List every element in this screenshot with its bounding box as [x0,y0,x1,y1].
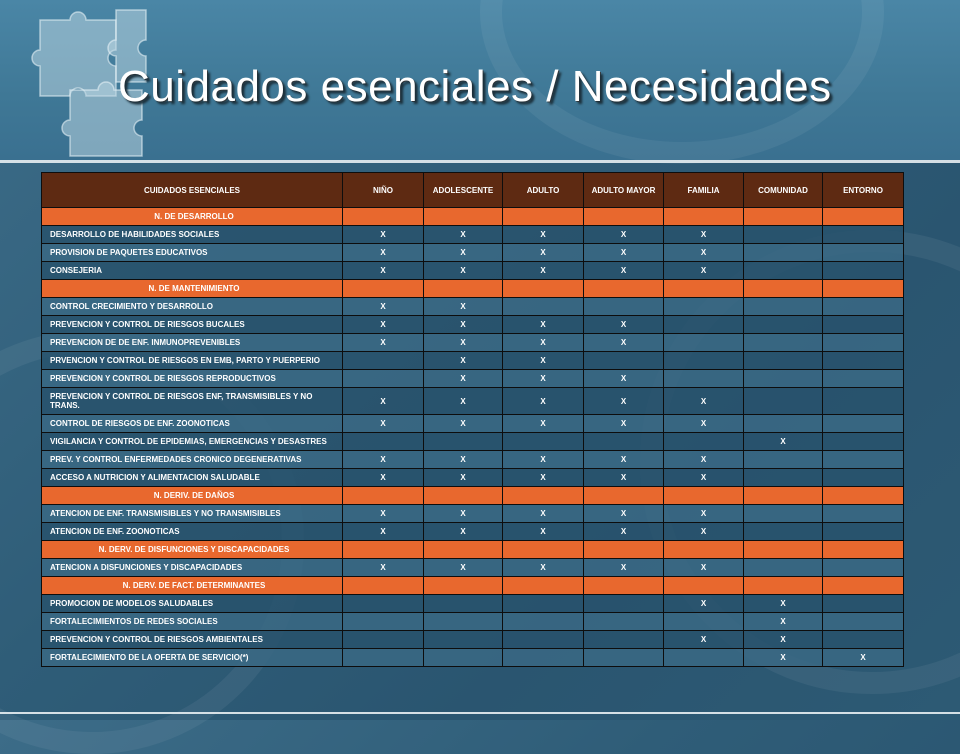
column-header: FAMILIA [664,173,744,208]
mark-cell [744,298,823,316]
mark-cell: X [424,334,503,352]
care-label: PREVENCION Y CONTROL DE RIESGOS REPRODUCTIVOS [42,370,343,388]
section-label: N. DE DESARROLLO [42,208,343,226]
care-label: PROMOCION DE MODELOS SALUDABLES [42,595,343,613]
mark-cell [584,595,664,613]
mark-cell [424,595,503,613]
column-header: COMUNIDAD [744,173,823,208]
section-cell [744,577,823,595]
table-row [42,262,904,280]
table-row [42,226,904,244]
table-row [42,469,904,487]
care-label: PROVISION DE PAQUETES EDUCATIVOS [42,244,343,262]
section-cell [424,541,503,559]
table-row [42,316,904,334]
column-header: ADOLESCENTE [424,173,503,208]
section-cell [503,541,584,559]
section-cell [343,541,424,559]
table-row [42,334,904,352]
mark-cell [664,316,744,334]
section-cell [744,487,823,505]
table-row [42,388,904,415]
section-cell [343,487,424,505]
mark-cell: X [664,244,744,262]
section-cell [823,280,904,298]
mark-cell [343,631,424,649]
column-header: ENTORNO [823,173,904,208]
table-row [42,631,904,649]
mark-cell: X [744,613,823,631]
section-cell [343,577,424,595]
mark-cell: X [584,370,664,388]
mark-cell [823,262,904,280]
mark-cell: X [503,334,584,352]
care-label: PREVENCION Y CONTROL DE RIESGOS ENF, TRANSMISIBLES Y NO TRANS. [42,388,343,415]
mark-cell: X [664,469,744,487]
table-row [42,505,904,523]
mark-cell: X [503,469,584,487]
mark-cell: X [664,226,744,244]
care-label: PREVENCION Y CONTROL DE RIESGOS AMBIENTALES [42,631,343,649]
mark-cell: X [664,451,744,469]
mark-cell [823,613,904,631]
mark-cell [343,613,424,631]
mark-cell: X [424,370,503,388]
mark-cell: X [343,523,424,541]
mark-cell: X [424,388,503,415]
section-cell [503,577,584,595]
mark-cell [664,298,744,316]
mark-cell: X [343,226,424,244]
care-label: CONSEJERIA [42,262,343,280]
table-row [42,352,904,370]
care-label: ATENCION DE ENF. TRANSMISIBLES Y NO TRANSMISIBLES [42,505,343,523]
section-label: N. DE MANTENIMIENTO [42,280,343,298]
mark-cell [744,451,823,469]
mark-cell [584,631,664,649]
mark-cell: X [584,388,664,415]
mark-cell [503,649,584,667]
mark-cell [744,316,823,334]
mark-cell: X [744,649,823,667]
section-cell [584,487,664,505]
mark-cell: X [584,523,664,541]
mark-cell [744,559,823,577]
mark-cell: X [343,451,424,469]
mark-cell [823,244,904,262]
care-label: ATENCION A DISFUNCIONES Y DISCAPACIDADES [42,559,343,577]
mark-cell: X [503,559,584,577]
mark-cell [744,523,823,541]
mark-cell: X [343,244,424,262]
mark-cell [584,352,664,370]
mark-cell: X [664,523,744,541]
mark-cell: X [424,505,503,523]
header-divider [0,160,960,163]
mark-cell: X [424,316,503,334]
section-row [42,280,904,298]
column-header: ADULTO [503,173,584,208]
mark-cell: X [343,298,424,316]
mark-cell: X [424,451,503,469]
section-label: N. DERIV. DE DAÑOS [42,487,343,505]
mark-cell: X [503,388,584,415]
mark-cell [664,334,744,352]
section-cell [424,208,503,226]
mark-cell: X [343,334,424,352]
mark-cell [503,631,584,649]
mark-cell [823,505,904,523]
section-cell [823,487,904,505]
mark-cell [664,370,744,388]
mark-cell: X [424,523,503,541]
table-header-row [42,173,904,208]
care-label: FORTALECIMIENTO DE LA OFERTA DE SERVICIO(*) [42,649,343,667]
page-title: Cuidados esenciales / Necesidades [118,62,832,111]
mark-cell: X [664,388,744,415]
mark-cell [343,595,424,613]
mark-cell [744,334,823,352]
section-cell [823,541,904,559]
care-label: CONTROL CRECIMIENTO Y DESARROLLO [42,298,343,316]
mark-cell: X [823,649,904,667]
mark-cell [343,649,424,667]
mark-cell [664,613,744,631]
section-cell [744,208,823,226]
section-row [42,541,904,559]
mark-cell: X [424,244,503,262]
mark-cell [823,595,904,613]
table-row [42,559,904,577]
mark-cell [584,613,664,631]
mark-cell: X [343,316,424,334]
mark-cell: X [503,415,584,433]
mark-cell: X [664,505,744,523]
mark-cell [823,631,904,649]
section-cell [503,280,584,298]
section-cell [744,541,823,559]
mark-cell: X [584,451,664,469]
care-label: DESARROLLO DE HABILIDADES SOCIALES [42,226,343,244]
section-cell [584,541,664,559]
section-cell [664,280,744,298]
care-label: PREVENCION DE DE ENF. INMUNOPREVENIBLES [42,334,343,352]
mark-cell: X [664,631,744,649]
mark-cell: X [503,316,584,334]
mark-cell: X [343,388,424,415]
mark-cell: X [584,415,664,433]
mark-cell: X [503,352,584,370]
column-header: ADULTO MAYOR [584,173,664,208]
section-cell [343,280,424,298]
mark-cell [343,370,424,388]
mark-cell [664,352,744,370]
section-cell [424,487,503,505]
care-label: CONTROL DE RIESGOS DE ENF. ZOONOTICAS [42,415,343,433]
mark-cell [823,415,904,433]
mark-cell: X [584,334,664,352]
mark-cell [823,352,904,370]
mark-cell: X [664,559,744,577]
mark-cell [424,613,503,631]
table-row [42,649,904,667]
mark-cell: X [424,352,503,370]
section-cell [664,577,744,595]
table-row [42,613,904,631]
table-row [42,244,904,262]
section-cell [584,208,664,226]
section-cell [823,577,904,595]
mark-cell [744,262,823,280]
mark-cell [343,352,424,370]
mark-cell [744,469,823,487]
mark-cell: X [343,262,424,280]
mark-cell: X [503,523,584,541]
mark-cell: X [424,415,503,433]
mark-cell [424,649,503,667]
care-label: PREVENCION Y CONTROL DE RIESGOS BUCALES [42,316,343,334]
care-matrix-table [41,172,904,667]
mark-cell [424,631,503,649]
section-cell [343,208,424,226]
section-cell [503,208,584,226]
mark-cell [584,649,664,667]
section-row [42,208,904,226]
section-label: N. DERV. DE FACT. DETERMINANTES [42,577,343,595]
mark-cell: X [343,415,424,433]
mark-cell [424,433,503,451]
section-row [42,577,904,595]
mark-cell: X [503,226,584,244]
mark-cell [823,334,904,352]
mark-cell: X [744,631,823,649]
mark-cell [823,298,904,316]
mark-cell: X [503,370,584,388]
mark-cell: X [424,262,503,280]
section-cell [584,280,664,298]
mark-cell [823,469,904,487]
mark-cell: X [343,559,424,577]
mark-cell: X [503,505,584,523]
mark-cell [823,370,904,388]
mark-cell: X [424,469,503,487]
table-row [42,451,904,469]
mark-cell [503,298,584,316]
mark-cell: X [664,595,744,613]
mark-cell: X [424,559,503,577]
mark-cell: X [584,244,664,262]
care-label: ATENCION DE ENF. ZOONOTICAS [42,523,343,541]
mark-cell [744,388,823,415]
mark-cell: X [584,262,664,280]
mark-cell [744,226,823,244]
mark-cell [823,523,904,541]
care-label: ACCESO A NUTRICION Y ALIMENTACION SALUDABLE [42,469,343,487]
column-header: CUIDADOS ESENCIALES [42,173,343,208]
care-label: PREV. Y CONTROL ENFERMEDADES CRONICO DEGENERATIVAS [42,451,343,469]
care-label: VIGILANCIA Y CONTROL DE EPIDEMIAS, EMERGENCIAS Y DESASTRES [42,433,343,451]
mark-cell: X [744,433,823,451]
mark-cell [503,595,584,613]
mark-cell [823,316,904,334]
section-cell [664,208,744,226]
mark-cell: X [584,469,664,487]
mark-cell: X [664,415,744,433]
table-row [42,415,904,433]
mark-cell: X [503,244,584,262]
mark-cell [744,352,823,370]
mark-cell: X [503,451,584,469]
mark-cell: X [584,226,664,244]
table-row [42,523,904,541]
mark-cell: X [744,595,823,613]
section-label: N. DERV. DE DISFUNCIONES Y DISCAPACIDADES [42,541,343,559]
section-cell [424,577,503,595]
mark-cell [503,613,584,631]
section-cell [823,208,904,226]
care-label: FORTALECIMIENTOS DE REDES SOCIALES [42,613,343,631]
mark-cell [664,433,744,451]
mark-cell [744,505,823,523]
mark-cell: X [503,262,584,280]
section-cell [664,487,744,505]
mark-cell [744,244,823,262]
table-row [42,370,904,388]
mark-cell [584,298,664,316]
mark-cell: X [424,298,503,316]
mark-cell [823,451,904,469]
mark-cell [664,649,744,667]
section-cell [424,280,503,298]
section-cell [584,577,664,595]
mark-cell [503,433,584,451]
mark-cell: X [584,316,664,334]
mark-cell: X [584,559,664,577]
mark-cell [823,226,904,244]
table-row [42,433,904,451]
mark-cell [744,370,823,388]
column-header: NIÑO [343,173,424,208]
mark-cell [823,559,904,577]
care-label: PRVENCION Y CONTROL DE RIESGOS EN EMB, PARTO Y PUERPERIO [42,352,343,370]
mark-cell [823,433,904,451]
mark-cell: X [424,226,503,244]
mark-cell [343,433,424,451]
section-cell [503,487,584,505]
mark-cell: X [343,505,424,523]
section-cell [744,280,823,298]
mark-cell: X [584,505,664,523]
mark-cell [823,388,904,415]
mark-cell: X [343,469,424,487]
section-row [42,487,904,505]
section-cell [664,541,744,559]
table-row [42,595,904,613]
table-row [42,298,904,316]
mark-cell [744,415,823,433]
footer-divider [0,712,960,714]
mark-cell [584,433,664,451]
mark-cell: X [664,262,744,280]
